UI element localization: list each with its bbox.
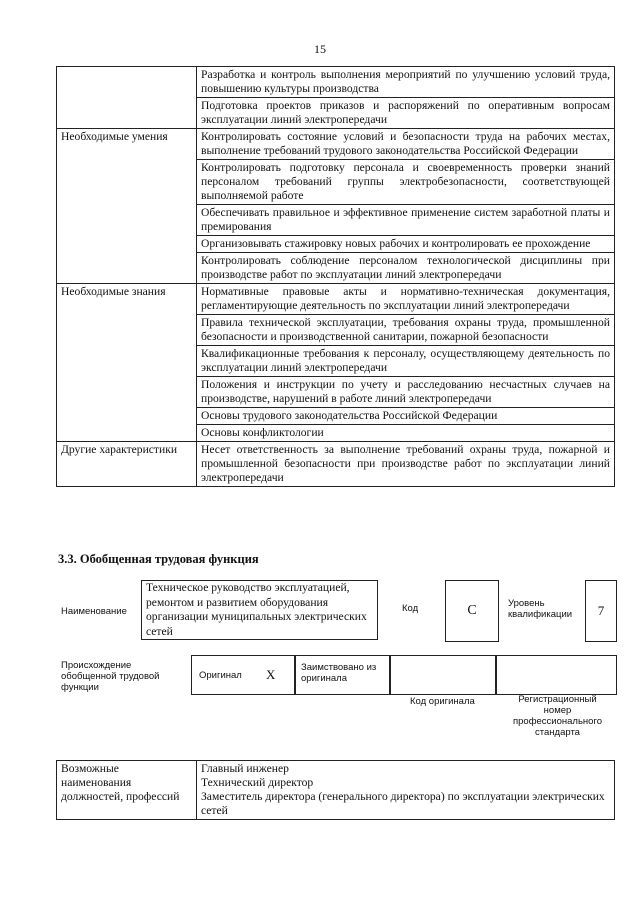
row-item: Квалификационные требования к персоналу, осуществляющему деятельность по эксплуатации линий электропередачи (197, 346, 615, 377)
table-row (57, 129, 615, 160)
row-label: Необходимые знания (57, 284, 197, 442)
row-item: Обеспечивать правильное и эффективное применение систем заработной платы и премирования (197, 205, 615, 236)
position-item: Заместитель директора (генерального директора) по эксплуатации электрических сетей (201, 790, 605, 817)
row-item: Несет ответственность за выполнение требований охраны труда, пожарной и промышленной безопасности при производстве работ по эксплуатации линий электропередачи (197, 442, 615, 487)
characteristics-table (56, 66, 615, 487)
name-label: Наименование (61, 606, 127, 617)
row-item: Правила технической эксплуатации, требования охраны труда, промышленной безопасности и производственной санитарии, пожарной безопасности (197, 315, 615, 346)
table-row (57, 442, 615, 487)
borrowed-label: Заимствовано из оригинала (301, 662, 377, 684)
table-row (57, 284, 615, 315)
positions-table (56, 760, 615, 820)
section-title: 3.3. Обобщенная трудовая функция (58, 552, 259, 566)
name-value: Техническое руководство эксплуатацией, ремонтом и развитием оборудования организации муниципальных электрических сетей (141, 580, 378, 640)
origin-label: Происхождение обобщенной трудовой функции (61, 660, 160, 693)
row-item: Основы трудового законодательства Российской Федерации (197, 408, 615, 425)
position-item: Главный инженер (201, 762, 289, 775)
reg-number-label: Регистрационный номер профессионального стандарта (513, 694, 602, 738)
row-item: Организовывать стажировку новых рабочих и контролировать ее прохождение (197, 236, 615, 253)
original-label: Оригинал (199, 670, 242, 681)
row-item: Контролировать соблюдение персоналом технологической дисциплины при производстве работ по эксплуатации линий электропередачи (197, 253, 615, 284)
table-row (57, 67, 615, 98)
row-item: Контролировать состояние условий и безопасности труда на рабочих местах, выполнение требований трудового законодательства Российской Федерации (197, 129, 615, 160)
row-label: Другие характеристики (57, 442, 197, 487)
positions-list (197, 761, 615, 820)
row-item: Положения и инструкции по учету и расследованию несчастных случаев на производстве, нарушений в работе линий электропередачи (197, 377, 615, 408)
row-item: Разработка и контроль выполнения мероприятий по улучшению условий труда, повышению культуры производства (197, 67, 615, 98)
code-original-label: Код оригинала (410, 696, 475, 707)
row-item: Подготовка проектов приказов и распоряжений по оперативным вопросам эксплуатации линий электропередачи (197, 98, 615, 129)
row-item: Основы конфликтологии (197, 425, 615, 442)
code-original-cell (389, 655, 497, 695)
row-item: Нормативные правовые акты и нормативно-техническая документация, регламентирующие деятельность по эксплуатации линий электропередачи (197, 284, 615, 315)
row-label: Необходимые умения (57, 129, 197, 284)
position-item: Технический директор (201, 776, 314, 789)
row-item: Контролировать подготовку персонала и своевременность проверки знаний персоналом требований группы электробезопасности, соответствующей выполняемой работе (197, 160, 615, 205)
code-value: C (445, 580, 499, 642)
positions-label: Возможные наименования должностей, профессий (57, 761, 197, 820)
page-number: 15 (314, 42, 326, 56)
level-label: Уровень квалификации (508, 598, 573, 620)
level-value: 7 (585, 580, 617, 642)
code-label: Код (402, 603, 419, 614)
row-label (57, 67, 197, 129)
original-mark: X (266, 667, 276, 682)
reg-number-cell (495, 655, 617, 695)
